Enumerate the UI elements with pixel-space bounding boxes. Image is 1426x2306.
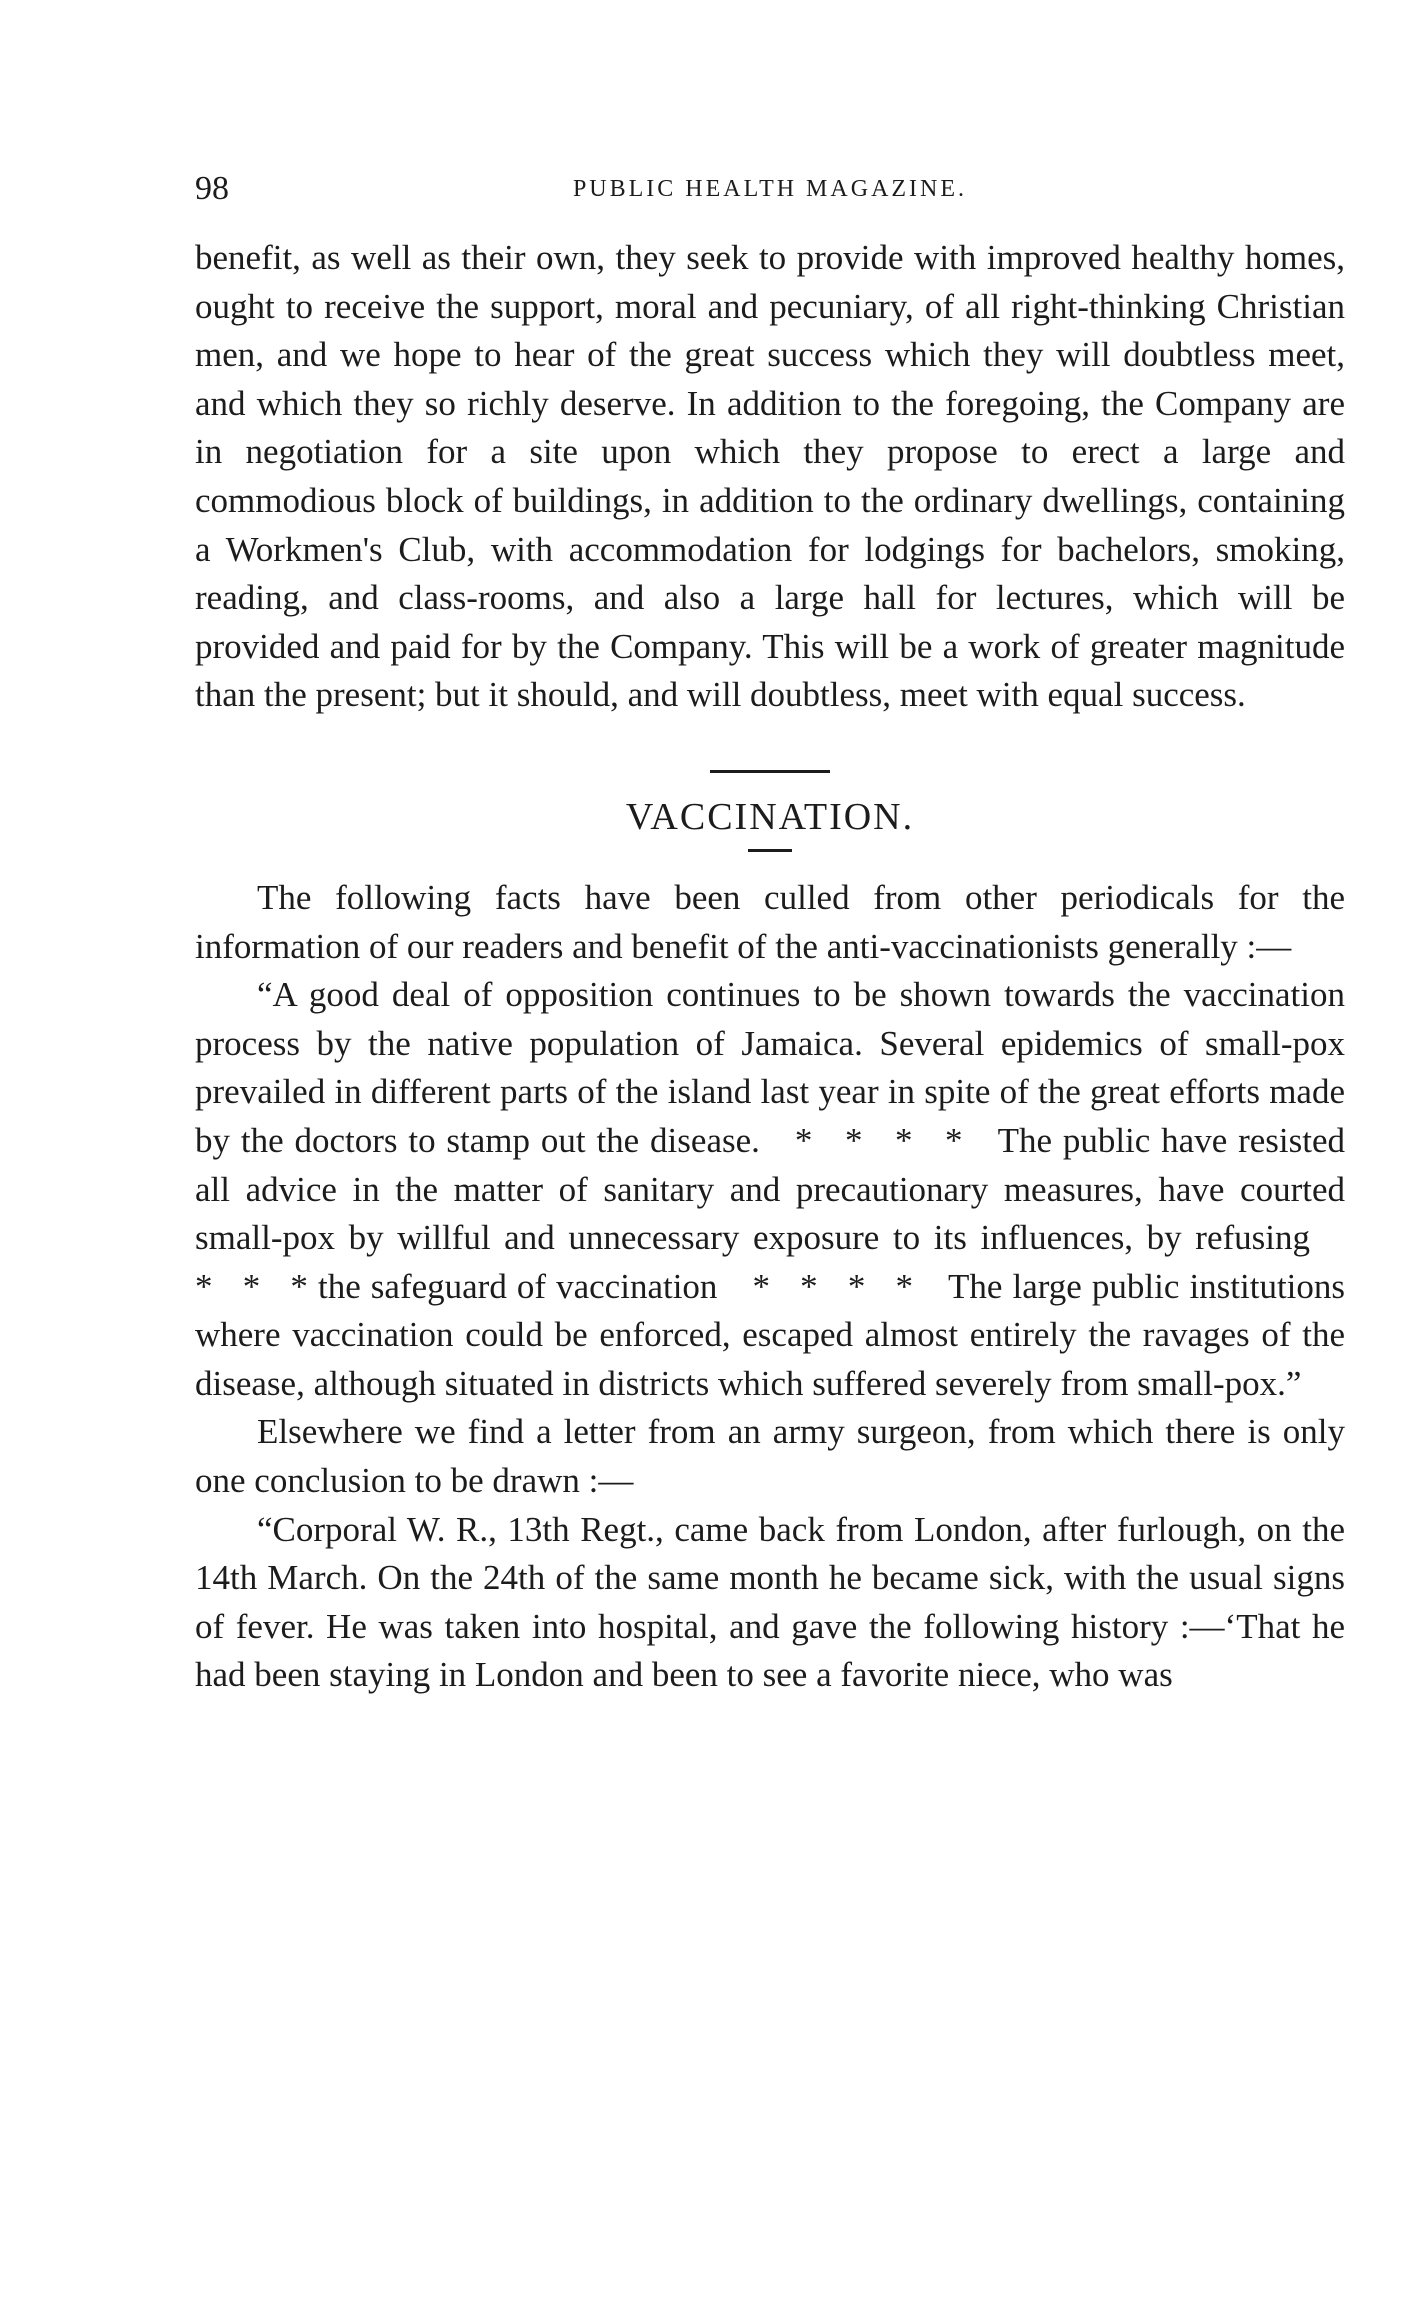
- ellipsis-stars-2: * * *: [195, 1266, 308, 1306]
- section-rule-top: [710, 770, 830, 773]
- page-number: 98: [195, 170, 229, 207]
- section-heading: VACCINATION.: [625, 795, 915, 838]
- quote-paragraph: [195, 971, 1345, 1408]
- elsewhere-paragraph: Elsewhere we find a letter from an army surgeon, from which there is only one conclusion to be drawn :—: [195, 1412, 1345, 1501]
- section-rule-bottom: [748, 849, 792, 852]
- magazine-title: PUBLIC HEALTH MAGAZINE.: [572, 176, 968, 202]
- ellipsis-stars-1: * * * *: [794, 1120, 963, 1160]
- intro-paragraph: benefit, as well as their own, they seek to provide with improved healthy homes, ought to receive the support, moral and pecuniary, of all right-thinking Christian men, and we hope to hear of the great success which they will doubtless meet, and which they so richly deserve. In addition to the foregoing, the Company are in negotiation for a site upon which they propose to erect a large and commodious block of buildings, in addition to the ordinary dwellings, containing a Workmen's Club, with accommodation for lodgings for bachelors, smoking, reading, and class-rooms, and also a large hall for lectures, which will be provided and paid for by the Company. This will be a work of greater magnitude than the present; but it should, and will doubtless, meet with equal success.: [195, 238, 1345, 715]
- letter-paragraph: “Corporal W. R., 13th Regt., came back from London, after furlough, on the 14th March. On the 24th of the same month he became sick, with the usual signs of fever. He was taken into hospital, and gave the following history :—‘That he had been staying in London and been to see a favorite niece, who was: [195, 1509, 1345, 1695]
- quote-part-4: The large public institutions where vaccination could be enforced, escaped almost entirely the ravages of the disease, although situated in districts which suffered severely from small-pox.”: [195, 1266, 1346, 1403]
- ellipsis-stars-3: * * * *: [752, 1266, 914, 1306]
- quote-part-3: the safeguard of vaccination: [317, 1266, 718, 1306]
- running-head: [195, 170, 1345, 220]
- lead-paragraph: The following facts have been culled from other periodicals for the information of our readers and benefit of the anti-vaccinationists generally :—: [195, 877, 1345, 966]
- quote-part-1: “A good deal of opposition continues to be shown towards the vaccination process by the native population of Jamaica. Several epidemics of small-pox prevailed in different parts of the island last year in spite of the great efforts made by the doctors to stamp out the disease.: [195, 975, 1345, 1160]
- page: [195, 170, 1345, 1700]
- quote-part-2: The public have resisted all advice in the matter of sanitary and precautionary measures, have courted small-pox by willful and unnecessary exposure to its influences, by refusing: [195, 1120, 1345, 1258]
